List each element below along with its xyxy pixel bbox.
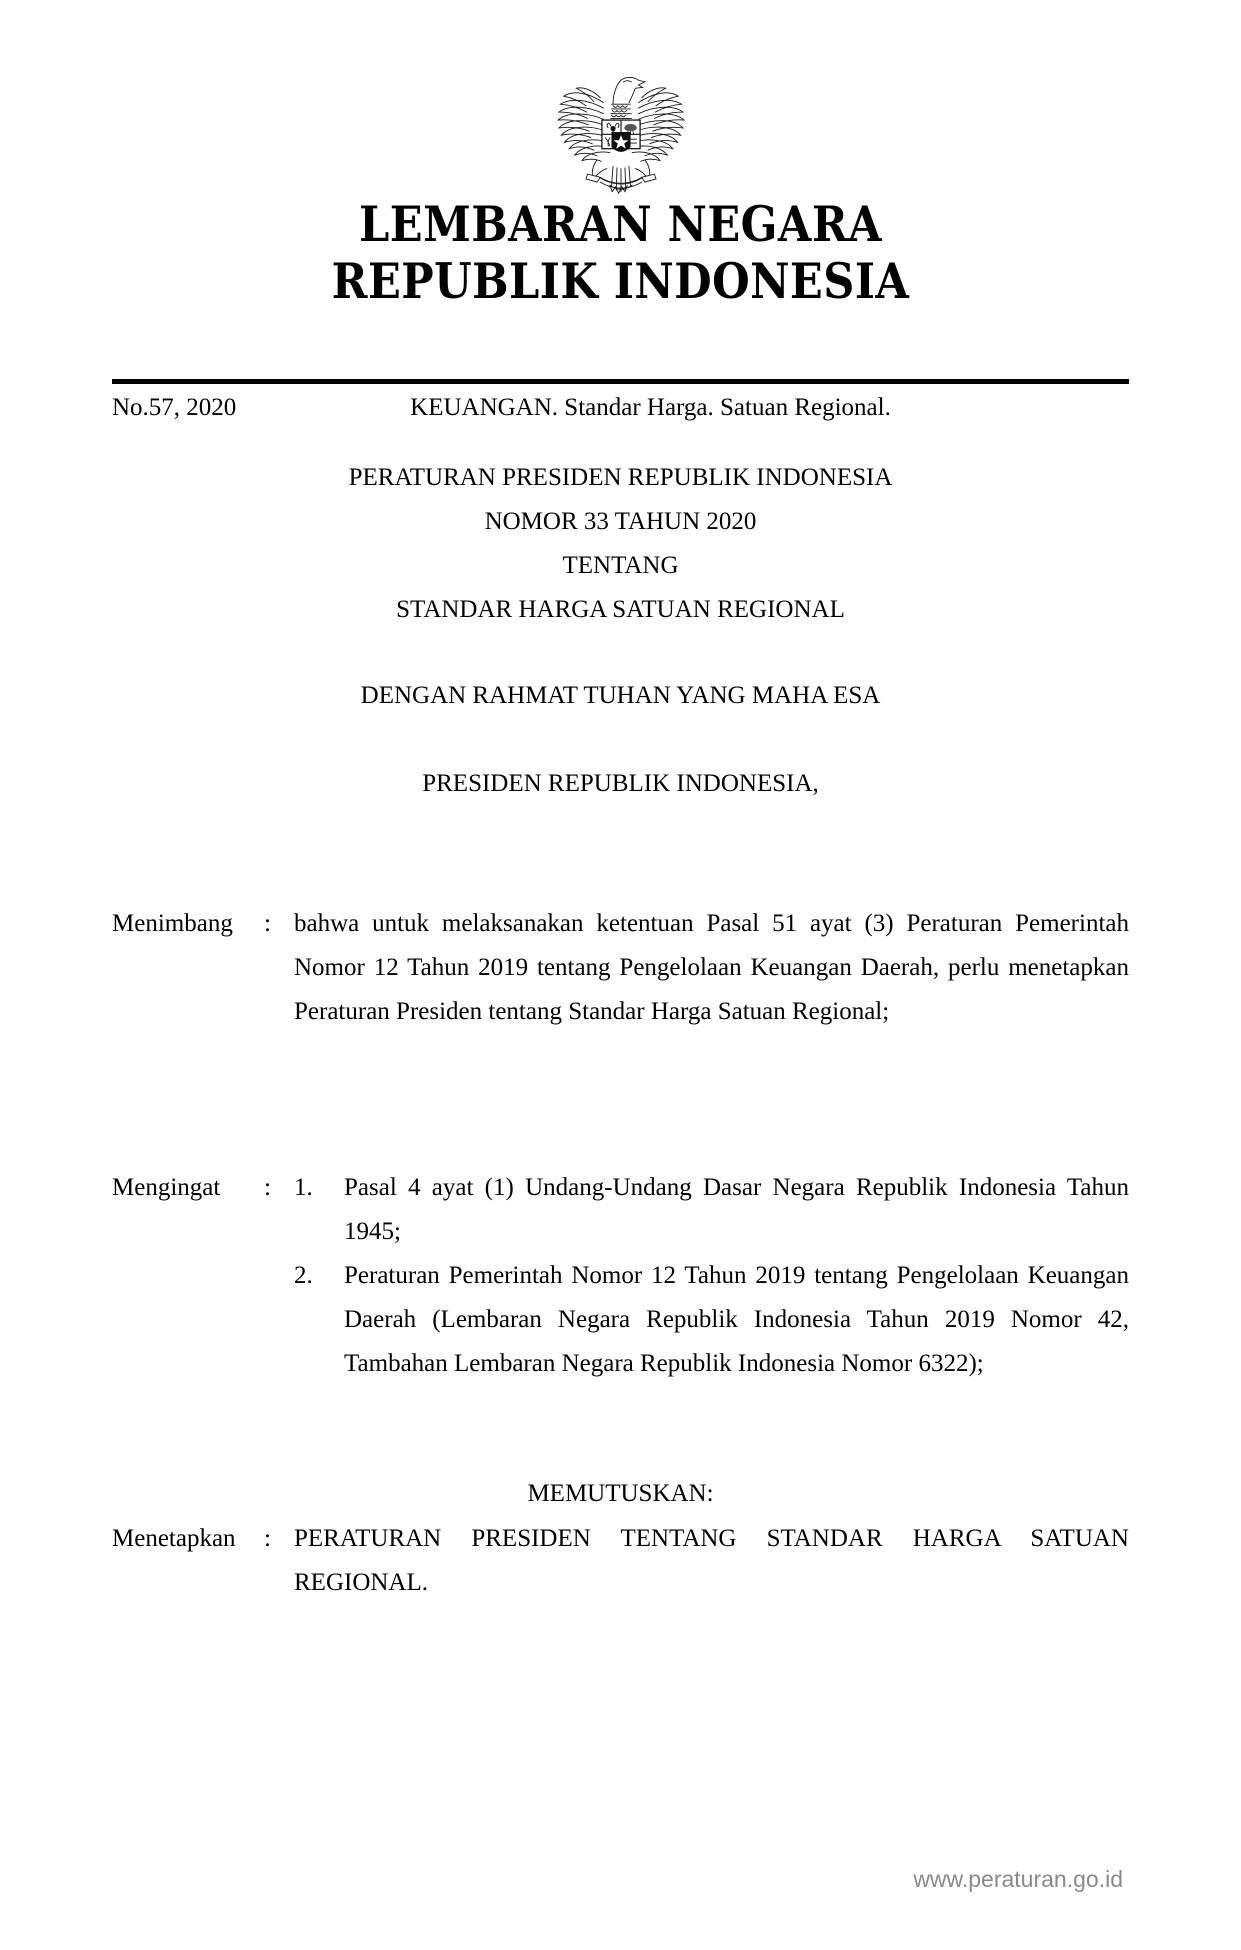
list-item-marker: 2.: [294, 1262, 313, 1289]
regulation-subject: STANDAR HARGA SATUAN REGIONAL: [396, 596, 845, 623]
list-item: [294, 1254, 1129, 1386]
establishing-row: [112, 1517, 1129, 1605]
recalling-row: [112, 1166, 1129, 1386]
blessing-line: [112, 674, 1129, 718]
list-item: [294, 1166, 1129, 1254]
deciding-heading-text: MEMUTUSKAN:: [527, 1480, 714, 1507]
establishing-text: PERATURAN PRESIDEN TENTANG STANDAR HARGA SATUAN REGIONAL.: [294, 1525, 1129, 1596]
masthead-line-2: REPUBLIK INDONESIA: [331, 252, 910, 311]
deciding-heading: [112, 1472, 1129, 1516]
authority-line: [112, 762, 1129, 806]
list-item-marker: 1.: [294, 1174, 313, 1201]
considering-label: Menimbang: [112, 910, 233, 937]
title-block: [112, 456, 1129, 632]
recalling-content: [294, 1166, 1129, 1386]
recalling-label: Mengingat: [112, 1174, 221, 1201]
gazette-number: No.57, 2020: [112, 394, 237, 421]
authority-text: PRESIDEN REPUBLIK INDONESIA,: [422, 770, 819, 797]
blessing-text: DENGAN RAHMAT TUHAN YANG MAHA ESA: [360, 682, 881, 709]
regulation-about-label: TENTANG: [562, 552, 679, 579]
regulation-type: PERATURAN PRESIDEN REPUBLIK INDONESIA: [348, 464, 893, 491]
footer-watermark: www.peraturan.go.id: [913, 1866, 1123, 1892]
establishing-content: [294, 1517, 1129, 1605]
garuda-pancasila-emblem: [541, 58, 701, 198]
header-divider: [112, 379, 1129, 384]
regulation-number: NOMOR 33 TAHUN 2020: [484, 508, 757, 535]
considering-content: [294, 902, 1129, 1034]
considering-row: [112, 902, 1129, 1034]
gazette-subject: KEUANGAN. Standar Harga. Satuan Regional.: [410, 394, 891, 421]
masthead: [74, 196, 1166, 311]
considering-colon: :: [264, 910, 271, 937]
recalling-list: [294, 1166, 1129, 1386]
masthead-line-1: LEMBARAN NEGARA: [359, 195, 882, 253]
gazette-line: [112, 391, 1129, 425]
establishing-colon: :: [264, 1525, 271, 1552]
list-item-text: Peraturan Pemerintah Nomor 12 Tahun 2019 tentang Pengelolaan Keuangan Daerah (Lembaran Negara Republik Indonesia Tahun 2019 Nomor 42, Tambahan Lembaran Negara Republik Indonesia Nomor 6322);: [344, 1262, 1129, 1377]
establishing-label: Menetapkan: [112, 1525, 236, 1552]
list-item-text: Pasal 4 ayat (1) Undang-Undang Dasar Negara Republik Indonesia Tahun 1945;: [344, 1174, 1129, 1245]
recalling-colon: :: [264, 1174, 271, 1201]
emblem-container: [0, 58, 1241, 198]
considering-text: bahwa untuk melaksanakan ketentuan Pasal 51 ayat (3) Peraturan Pemerintah Nomor 12 Tahun 2019 tentang Pengelolaan Keuangan Daerah, perlu menetapkan Peraturan Presiden tentang Standar Harga Satuan Regional;: [294, 910, 1129, 1025]
